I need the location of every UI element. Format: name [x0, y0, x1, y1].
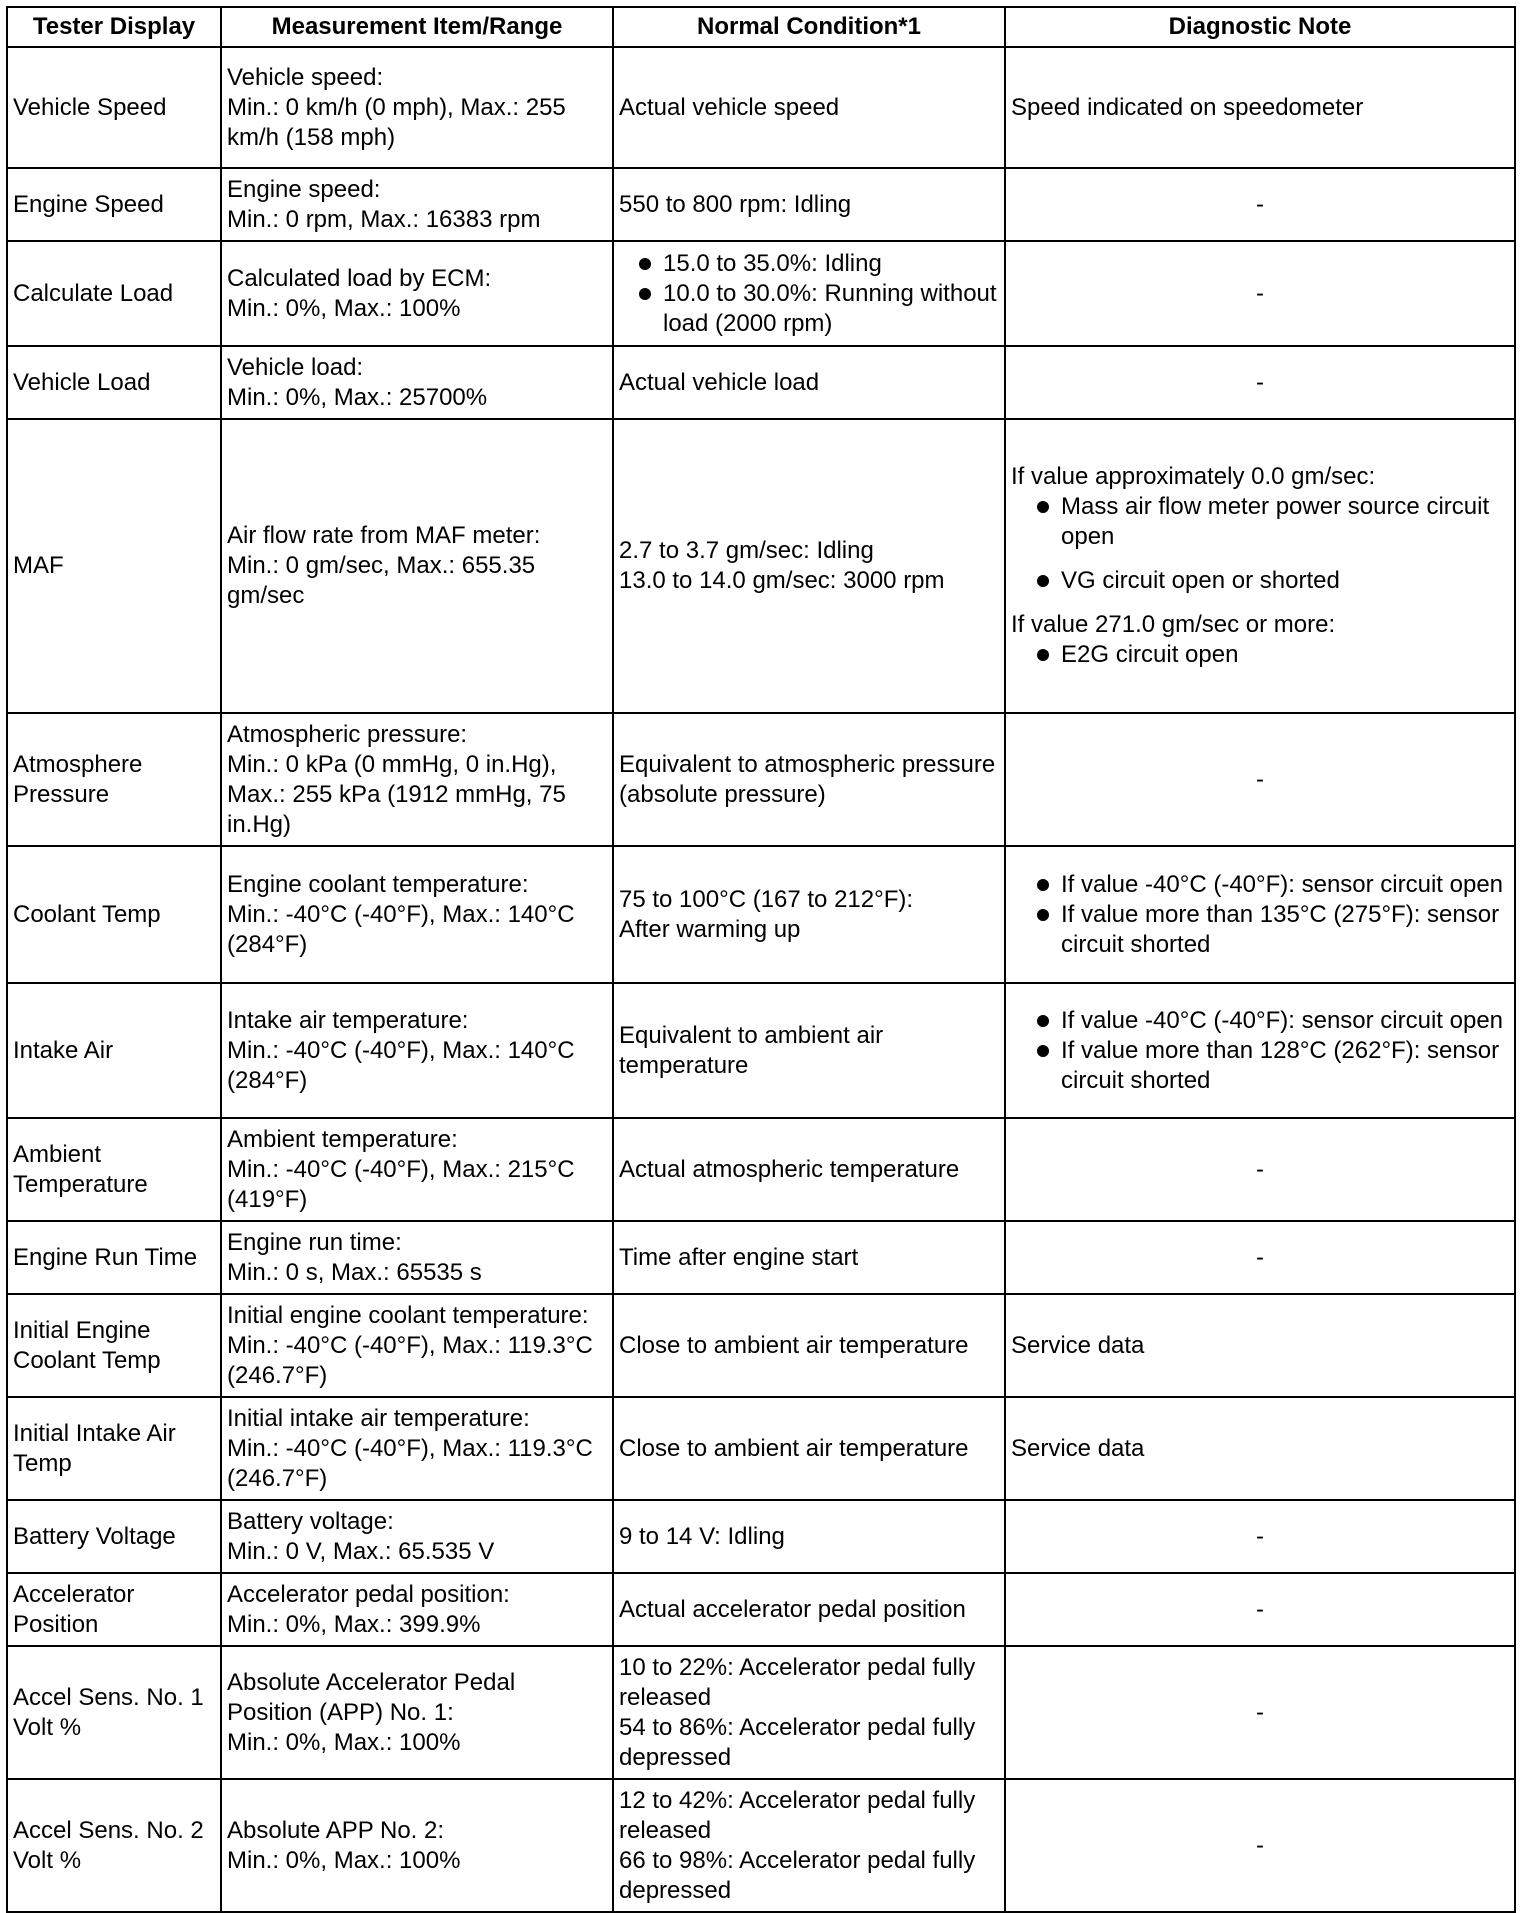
diagnostic-note-cell: Service data: [1005, 1294, 1515, 1397]
normal-line: After warming up: [619, 915, 801, 943]
normal-line: 2.7 to 3.7 gm/sec: Idling: [619, 537, 874, 564]
range-label: Initial engine coolant temperature:: [227, 1301, 589, 1329]
normal-condition-cell: Close to ambient air temperature: [613, 1397, 1005, 1500]
range-values: Min.: 0%, Max.: 100%: [227, 1728, 461, 1756]
range-values: Min.: 0 km/h (0 mph), Max.: 255 km/h (158 mph): [227, 93, 566, 151]
normal-condition-cell: Actual vehicle speed: [613, 47, 1005, 168]
data-list-table: [6, 6, 1516, 1913]
range-values: Min.: -40°C (-40°F), Max.: 119.3°C (246.7°F): [227, 1434, 593, 1492]
normal-condition-cell: Actual accelerator pedal position: [613, 1573, 1005, 1646]
diagnostic-note-cell: -: [1005, 168, 1515, 241]
note-bullet: If value -40°C (-40°F): sensor circuit open: [1037, 870, 1509, 900]
normal-condition-cell: Actual atmospheric temperature: [613, 1118, 1005, 1221]
range-values: Min.: -40°C (-40°F), Max.: 215°C (419°F): [227, 1155, 575, 1213]
measurement-range-cell: [221, 1779, 613, 1912]
diagnostic-note-cell: -: [1005, 1779, 1515, 1912]
diagnostic-note-cell: -: [1005, 1646, 1515, 1779]
table-row: [7, 983, 1515, 1118]
range-label: Vehicle load:: [227, 353, 364, 381]
normal-bullet: 10.0 to 30.0%: Running without load (2000 rpm): [639, 279, 999, 339]
range-values: Min.: -40°C (-40°F), Max.: 140°C (284°F): [227, 1036, 575, 1094]
header-tester-display: Tester Display: [7, 7, 221, 47]
table-row: [7, 47, 1515, 168]
range-label: Initial intake air temperature:: [227, 1404, 530, 1432]
table-row: [7, 1221, 1515, 1294]
table-row: [7, 419, 1515, 713]
range-label: Engine coolant temperature:: [227, 870, 529, 898]
normal-condition-cell: [613, 241, 1005, 346]
header-normal-condition: Normal Condition*1: [613, 7, 1005, 47]
range-values: Min.: 0%, Max.: 100%: [227, 294, 461, 322]
tester-display-cell: Atmosphere Pressure: [7, 713, 221, 846]
range-label: Engine speed:: [227, 175, 381, 203]
header-row: [7, 7, 1515, 47]
measurement-range-cell: [221, 168, 613, 241]
normal-line: 66 to 98%: Accelerator pedal fully depressed: [619, 1846, 976, 1904]
range-values: Min.: 0 s, Max.: 65535 s: [227, 1258, 482, 1286]
normal-line: 10 to 22%: Accelerator pedal fully released: [619, 1653, 976, 1711]
tester-display-cell: Initial Intake Air Temp: [7, 1397, 221, 1500]
table-row: [7, 1646, 1515, 1779]
measurement-range-cell: [221, 713, 613, 846]
tester-display-cell: Engine Run Time: [7, 1221, 221, 1294]
normal-line: 75 to 100°C (167 to 212°F):: [619, 885, 914, 913]
range-values: Min.: 0 rpm, Max.: 16383 rpm: [227, 205, 541, 233]
diagnostic-note-cell: -: [1005, 1573, 1515, 1646]
normal-line: 13.0 to 14.0 gm/sec: 3000 rpm: [619, 567, 945, 594]
range-label: Engine run time:: [227, 1228, 402, 1256]
note-bullet: E2G circuit open: [1037, 640, 1509, 670]
tester-display-cell: MAF: [7, 419, 221, 713]
tester-display-cell: Battery Voltage: [7, 1500, 221, 1573]
normal-condition-cell: Equivalent to atmospheric pressure (absolute pressure): [613, 713, 1005, 846]
tester-display-cell: Accel Sens. No. 2 Volt %: [7, 1779, 221, 1912]
range-label: Vehicle speed:: [227, 63, 384, 91]
normal-condition-cell: [613, 1779, 1005, 1912]
note-bullet: VG circuit open or shorted: [1037, 566, 1509, 596]
range-values: Min.: 0%, Max.: 399.9%: [227, 1610, 481, 1638]
table-row: [7, 846, 1515, 983]
measurement-range-cell: [221, 1573, 613, 1646]
range-values: Min.: -40°C (-40°F), Max.: 119.3°C (246.7°F): [227, 1331, 593, 1389]
table-row: [7, 713, 1515, 846]
range-label: Absolute Accelerator Pedal Position (APP) No. 1:: [227, 1668, 516, 1726]
table-row: [7, 1118, 1515, 1221]
table-row: [7, 346, 1515, 419]
tester-display-cell: Initial Engine Coolant Temp: [7, 1294, 221, 1397]
diagnostic-note-cell: -: [1005, 346, 1515, 419]
tester-display-cell: Coolant Temp: [7, 846, 221, 983]
normal-condition-cell: Actual vehicle load: [613, 346, 1005, 419]
range-label: Air flow rate from MAF meter:: [227, 522, 541, 549]
normal-condition-cell: Close to ambient air temperature: [613, 1294, 1005, 1397]
diagnostic-note-cell: [1005, 983, 1515, 1118]
measurement-range-cell: [221, 846, 613, 983]
measurement-range-cell: [221, 1118, 613, 1221]
normal-condition-cell: Equivalent to ambient air temperature: [613, 983, 1005, 1118]
diagnostic-note-cell: -: [1005, 713, 1515, 846]
normal-line: 12 to 42%: Accelerator pedal fully released: [619, 1786, 976, 1844]
tester-display-cell: Intake Air: [7, 983, 221, 1118]
range-label: Battery voltage:: [227, 1507, 394, 1535]
note-bullet: Mass air flow meter power source circuit open: [1037, 492, 1509, 552]
table-row: [7, 1573, 1515, 1646]
diagnostic-note-cell: [1005, 419, 1515, 713]
range-values: Min.: 0 V, Max.: 65.535 V: [227, 1537, 495, 1565]
note-intro: If value approximately 0.0 gm/sec:: [1011, 463, 1376, 490]
measurement-range-cell: [221, 1646, 613, 1779]
range-label: Ambient temperature:: [227, 1125, 458, 1153]
range-label: Absolute APP No. 2:: [227, 1816, 445, 1844]
range-label: Atmospheric pressure:: [227, 720, 468, 748]
normal-condition-cell: 550 to 800 rpm: Idling: [613, 168, 1005, 241]
range-values: Min.: 0%, Max.: 25700%: [227, 383, 488, 411]
tester-display-cell: Accel Sens. No. 1 Volt %: [7, 1646, 221, 1779]
diagnostic-note-cell: [1005, 846, 1515, 983]
normal-condition-cell: [613, 419, 1005, 713]
measurement-range-cell: [221, 983, 613, 1118]
normal-condition-cell: [613, 1646, 1005, 1779]
tester-display-cell: Vehicle Speed: [7, 47, 221, 168]
table-row: [7, 168, 1515, 241]
measurement-range-cell: [221, 1221, 613, 1294]
note-intro: If value 271.0 gm/sec or more:: [1011, 611, 1336, 638]
note-bullet: If value more than 128°C (262°F): sensor circuit shorted: [1037, 1036, 1509, 1096]
range-values: Min.: -40°C (-40°F), Max.: 140°C (284°F): [227, 900, 575, 958]
range-values: Min.: 0 kPa (0 mmHg, 0 in.Hg), Max.: 255 kPa (1912 mmHg, 75 in.Hg): [227, 750, 566, 838]
range-label: Accelerator pedal position:: [227, 1580, 510, 1608]
normal-line: 54 to 86%: Accelerator pedal fully depressed: [619, 1713, 976, 1771]
measurement-range-cell: [221, 419, 613, 713]
normal-condition-cell: [613, 846, 1005, 983]
measurement-range-cell: [221, 47, 613, 168]
table-row: [7, 1779, 1515, 1912]
tester-display-cell: Vehicle Load: [7, 346, 221, 419]
normal-condition-cell: 9 to 14 V: Idling: [613, 1500, 1005, 1573]
header-measurement-item: Measurement Item/Range: [221, 7, 613, 47]
tester-display-cell: Calculate Load: [7, 241, 221, 346]
range-label: Intake air temperature:: [227, 1006, 469, 1034]
diagnostic-note-cell: -: [1005, 1118, 1515, 1221]
note-bullet: If value more than 135°C (275°F): sensor circuit shorted: [1037, 900, 1509, 960]
normal-bullet: 15.0 to 35.0%: Idling: [639, 249, 999, 279]
diagnostic-note-cell: Service data: [1005, 1397, 1515, 1500]
note-bullet: If value -40°C (-40°F): sensor circuit open: [1037, 1006, 1509, 1036]
tester-display-cell: Engine Speed: [7, 168, 221, 241]
diagnostic-note-cell: -: [1005, 1221, 1515, 1294]
tester-display-cell: Accelerator Position: [7, 1573, 221, 1646]
diagnostic-note-cell: -: [1005, 241, 1515, 346]
measurement-range-cell: [221, 241, 613, 346]
range-values: Min.: 0 gm/sec, Max.: 655.35 gm/sec: [227, 552, 536, 609]
table-row: [7, 241, 1515, 346]
diagnostic-note-cell: Speed indicated on speedometer: [1005, 47, 1515, 168]
measurement-range-cell: [221, 346, 613, 419]
normal-condition-cell: Time after engine start: [613, 1221, 1005, 1294]
table-row: [7, 1397, 1515, 1500]
range-label: Calculated load by ECM:: [227, 264, 492, 292]
measurement-range-cell: [221, 1397, 613, 1500]
header-diagnostic-note: Diagnostic Note: [1005, 7, 1515, 47]
table-row: [7, 1294, 1515, 1397]
tester-display-cell: Ambient Temperature: [7, 1118, 221, 1221]
measurement-range-cell: [221, 1500, 613, 1573]
diagnostic-note-cell: -: [1005, 1500, 1515, 1573]
table-row: [7, 1500, 1515, 1573]
measurement-range-cell: [221, 1294, 613, 1397]
range-values: Min.: 0%, Max.: 100%: [227, 1846, 461, 1874]
